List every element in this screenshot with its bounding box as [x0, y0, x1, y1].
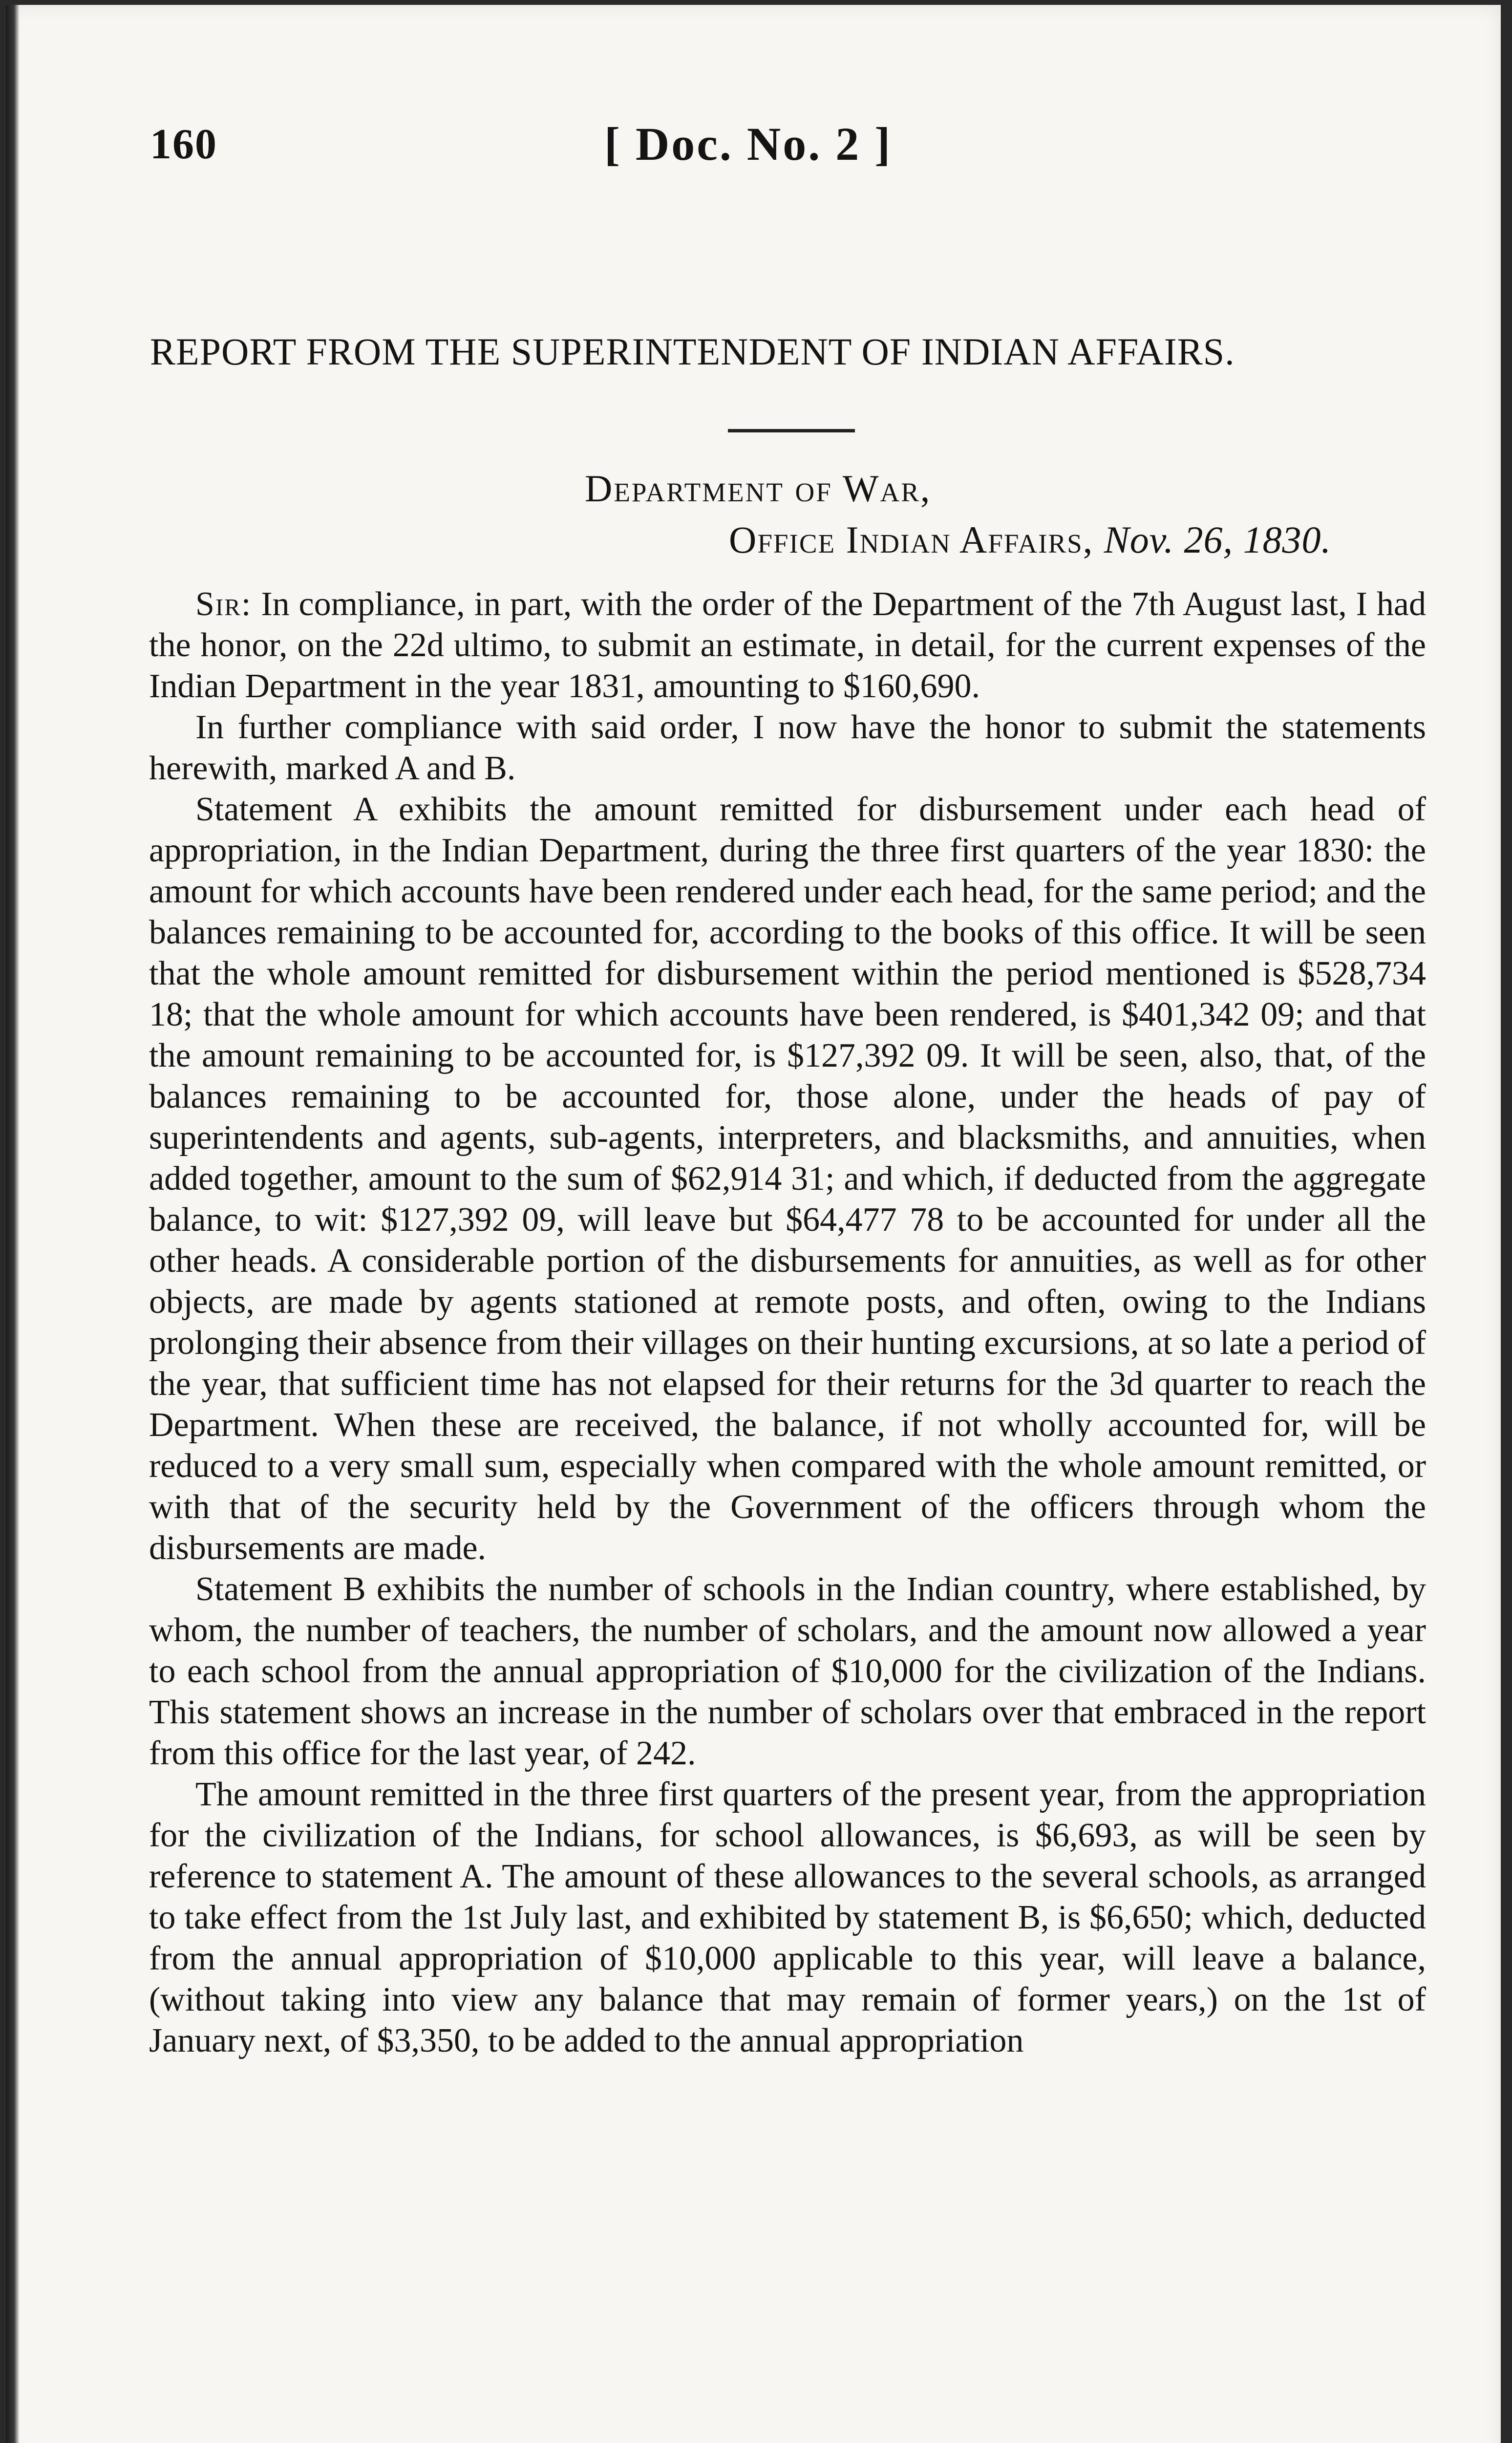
document-page — [6, 5, 1501, 2443]
paragraph-4: Statement B exhibits the number of schools in the Indian country, where established, by whom, the number of teachers, the number of scholars, and the amount now allowed a year to each school from the annual appropriation of $10,000 for the civilization of the Indians. This statement shows an increase in the number of scholars over that embraced in the report from this office for the last year, of 242. — [149, 1570, 1426, 1772]
dateline-date: Nov. 26, 1830. — [1104, 518, 1332, 561]
dateline-department: Department of War, — [585, 467, 932, 510]
paragraph-5: The amount remitted in the three first quarters of the present year, from the appropriation for the civilization of the Indians, for school allowances, is $6,693, as will be seen by reference to statement A. The amount of these allowances to the several schools, as arranged to take effect from the 1st July last, and exhibited by statement B, is $6,650; which, deducted from the annual appropriation of $10,000 applicable to this year, will leave a balance, (without taking into view any balance that may remain of former years,) on the 1st of January next, of $3,350, to be added to the annual appropriation — [149, 1776, 1426, 2059]
letter-body — [149, 584, 1426, 2061]
page-number: 160 — [150, 121, 217, 168]
dateline-office-name: Office Indian Affairs, — [729, 518, 1094, 561]
scan-left-edge — [6, 5, 20, 2443]
report-title: REPORT FROM THE SUPERINTENDENT OF INDIAN AFFAIRS. — [150, 330, 1235, 373]
paragraph-1 — [149, 584, 1426, 707]
running-head — [150, 120, 1420, 183]
dateline-office — [729, 518, 1331, 562]
salutation: Sir: — [195, 585, 252, 623]
paragraph-3: Statement A exhibits the amount remitted for disbursement under each head of appropriation, in the Indian Department, during the three first quarters of the year 1830: the amount for which accounts have been rendered under each head, for the same period; and the balances remaining to be accounted for, according to the books of this office. It will be seen that the whole amount remitted for disbursement within the period mentioned is $528,734 18; that the whole amount for which accounts have been rendered, is $401,342 09; and that the amount remaining to be accounted for, is $127,392 09. It will be seen, also, that, of the balances remaining to be accounted for, those alone, under the heads of pay of superintendents and agents, sub-agents, interpreters, and blacksmiths, and annuities, when added together, amount to the sum of $62,914 31; and which, if deducted from the aggregate balance, to wit: $127,392 09, will leave but $64,477 78 to be accounted for under all the other heads. A considerable portion of the disbursements for annuities, as well as for other objects, are made by agents stationed at remote posts, and often, owing to the Indians prolonging their absence from their villages on their hunting excursions, at so late a period of the year, that sufficient time has not elapsed for their returns for the 3d quarter to reach the Department. When these are received, the balance, if not wholly accounted for, will be reduced to a very small sum, especially when compared with the whole amount remitted, or with that of the security held by the Government of the officers through whom the disbursements are made. — [149, 791, 1426, 1567]
document-reference: [ Doc. No. 2 ] — [604, 118, 893, 170]
paragraph-1-text: In compliance, in part, with the order of the Department of the 7th August last, I had the honor, on the 22d ultimo, to submit an estimate, in detail, for the current expenses of the Indian Department in the year 1831, amounting to $160,690. — [149, 585, 1426, 705]
title-divider-rule — [728, 429, 855, 432]
paragraph-2: In further compliance with said order, I now have the honor to submit the statements herewith, marked A and B. — [149, 708, 1426, 787]
